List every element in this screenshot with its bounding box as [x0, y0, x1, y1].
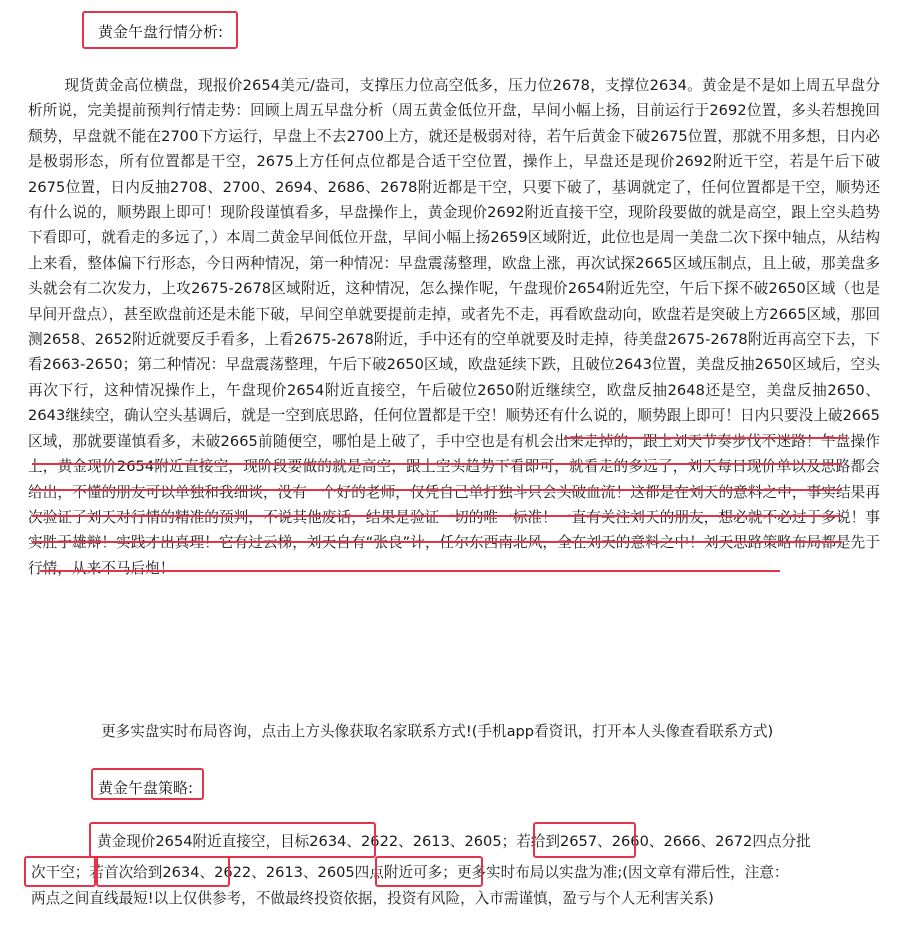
strategy-line-1: 黄金现价2654附近直接空，目标2634、2622、2613、2605；若给到2657、2660、2666、2672四点分批: [97, 833, 811, 850]
section-title-strategy: 黄金午盘策略:: [98, 779, 194, 797]
contact-info-line: 更多实盘实时布局咨询，点击上方头像获取名家联系方式!(手机app看资讯，打开本人头像查看联系方式): [101, 723, 774, 740]
strategy-line-3: 两点之间直线最短!以上仅供参考，不做最终投资依据，投资有风险，入市需谨慎，盈亏与个人无利害关系): [31, 890, 714, 907]
analysis-paragraph: 现货黄金高位横盘，现报价2654美元/盎司，支撑压力位高空低多，压力位2678，支撑位2634。黄金是不是如上周五早盘分析所说，完美提前预判行情走势：回顾上周五早盘分析（周五黄金低位开盘，早间小幅上扬，目前运行于2692位置，多头若想挽回颓势，早盘就不能在2700下方运行，早盘上不去2700上方，就还是极弱对待，若午后黄金下破2675位置，那就不用多想，日内必是极弱形态，所有位置都是干空，2675上方任何点位都是合适干空位置，操作上，早盘还是现价2692附近干空，若是午后下破2675位置，日内反抽2708、2700、2694、2686、2678附近都是干空，只要下破了，基调就定了，任何位置都是干空，顺势还有什么说的，顺势跟上即可！现阶段谨慎看多，早盘操作上，黄金现价2692附近直接干空，现阶段要做的就是高空，跟上空头趋势下看即可，就看走的多远了，）本周二黄金早间低位开盘，早间小幅上扬2659区域附近，此位也是周一美盘二次下探中轴点，从结构上来看，整体偏下行形态，今日两种情况，第一种情况：早盘震荡整理，欧盘上涨，再次试探2665区域压制点，且上破，那美盘多头就会有二次发力，上攻2675-2678区域附近，这种情况，怎么操作呢，午盘现价2654附近先空，午后下探不破2650区域（也是早间开盘点），甚至欧盘前还是未能下破，早间空单就要提前走掉，或者先不走，再看欧盘动向，欧盘若是突破上方2665区域，那回测2658、2652附近就要反手看多，上看2675-2678附近，手中还有的空单就要及时走掉，待美盘2675-2678附近再高空下去，下看2663-2650；第二种情况：早盘震荡整理，午后下破2650区域，欧盘延续下跌，且破位2643位置，美盘反抽2650区域后，空头再次下行，这种情况操作上，午盘现价2654附近直接空，午后破位2650附近继续空，欧盘反抽2648还是空，美盘反抽2650、2643继续空，确认空头基调后，就是一空到底思路，任何位置都是干空！顺势还有什么说的，顺势跟上即可！日内只要没上破2665区域，那就要谨慎看多，未破2665前随便空，哪怕是上破了，手中空也是有机会出来走掉的，跟上刘天节奏步伐不迷路！午盘操作上，黄金现价2654附近直接空，现阶段要做的就是高空，跟上空头趋势下看即可，就看走的多远了，刘天每日现价单以及思路都会给出，不懂的朋友可以单独和我细谈，没有一个好的老师，仅凭自己单打独斗只会头破血流！这都是在刘天的意料之中，事实结果再次验证了刘天对行情的精准的预判，不说其他废话，结果是验证一切的唯一标准！一直有关注刘天的朋友，想必就不必过于多说！事实胜于雄辩！实践才出真理！它有过云梯，刘天自有“张良”计，任尔东西南北风，全在刘天的意料之中！刘天思路策略布局都是先于行情，从来不马后炮！: [28, 77, 880, 577]
strategy-line-2: 次干空；若首次给到2634、2622、2613、2605四点附近可多；更多实时布局以实盘为准;(因文章有滞后性，注意：: [31, 864, 789, 881]
section-title-analysis: 黄金午盘行情分析:: [98, 23, 224, 41]
